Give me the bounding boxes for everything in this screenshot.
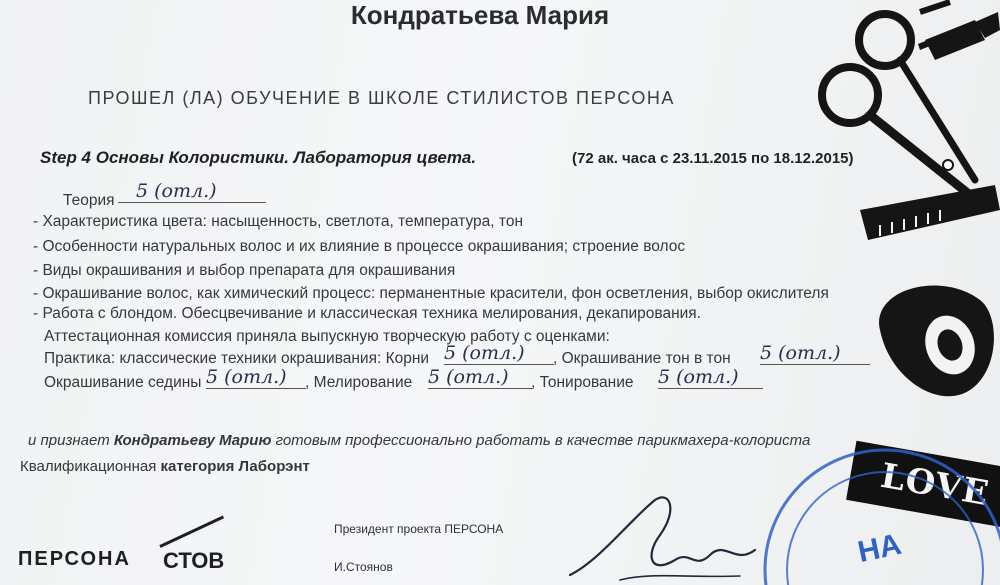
topic-item: - Окрашивание волос, как химический процесс: перманентные красители, фон осветления, выбор окислителя — [33, 285, 829, 302]
president-title: Президент проекта ПЕРСОНА — [334, 522, 504, 536]
student-name: Кондратьева Мария — [350, 0, 610, 30]
signer-name: И.Стоянов — [334, 560, 393, 574]
topic-item: - Работа с блондом. Обесцвечивание и классическая техника мелирования, декапирования. — [33, 305, 701, 322]
topic-item: - Особенности натуральных волос и их влияние в процессе окрашивания; строение волос — [33, 238, 686, 255]
stamp-text: НА — [854, 527, 905, 570]
topic-item: - Характеристика цвета: насыщенность, светлота, температура, тон — [33, 213, 524, 230]
highlight-label: , Мелирование — [305, 374, 413, 391]
gray-label: Окрашивание седины — [44, 374, 202, 391]
conclusion-name: Кондратьеву Марию — [113, 432, 272, 449]
toning-label: , Тонирование — [531, 374, 634, 391]
course-dates: (72 ак. часа с 23.11.2015 по 18.12.2015) — [572, 150, 854, 167]
qualification-label: Квалификационная — [20, 458, 161, 475]
tone-grade: 5 (отл.) — [760, 342, 870, 365]
practice-grade: 5 (отл.) — [444, 342, 554, 365]
conclusion-prefix: и признает — [28, 432, 114, 449]
qualification-value: категория Лаборэнт — [160, 458, 310, 475]
theory-grade: 5 (отл.) — [118, 180, 266, 203]
comb-icon — [860, 185, 1000, 240]
barber-tools-illustration — [800, 0, 1000, 450]
attestation-intro: Аттестационная комиссия приняла выпускную творческую работу с оценками: — [44, 328, 610, 345]
topic-item: - Виды окрашивания и выбор препарата для окрашивания — [33, 262, 456, 279]
practice-label: Практика: классические техники окрашивания: Корни — [44, 350, 430, 367]
conclusion-suffix: готовым профессионально работать в качестве парикмахера-колориста — [271, 432, 811, 449]
course-title: Step 4 Основы Колористики. Лаборатория цвета. — [40, 148, 477, 167]
partial-logo-text: СТОВ — [163, 548, 225, 573]
dye-brush-icon — [918, 12, 1000, 60]
theory-label: Теория — [63, 192, 115, 209]
tone-label: , Окрашивание тон в тон — [553, 350, 731, 367]
certificate-subtitle: ПРОШЕЛ (ЛА) ОБУЧЕНИЕ В ШКОЛЕ СТИЛИСТОВ ПЕРСОНА — [88, 88, 675, 108]
qualification — [20, 458, 310, 475]
hair-dryer-icon — [879, 286, 994, 397]
highlight-grade: 5 (отл.) — [428, 366, 533, 389]
conclusion-text — [28, 432, 810, 449]
love-banner-text: LOVE — [877, 455, 993, 515]
logo-slash — [159, 516, 224, 548]
gray-grade: 5 (отл.) — [206, 366, 306, 389]
toning-grade: 5 (отл.) — [658, 366, 763, 389]
persona-logo: ПЕРСОНА — [18, 548, 131, 570]
